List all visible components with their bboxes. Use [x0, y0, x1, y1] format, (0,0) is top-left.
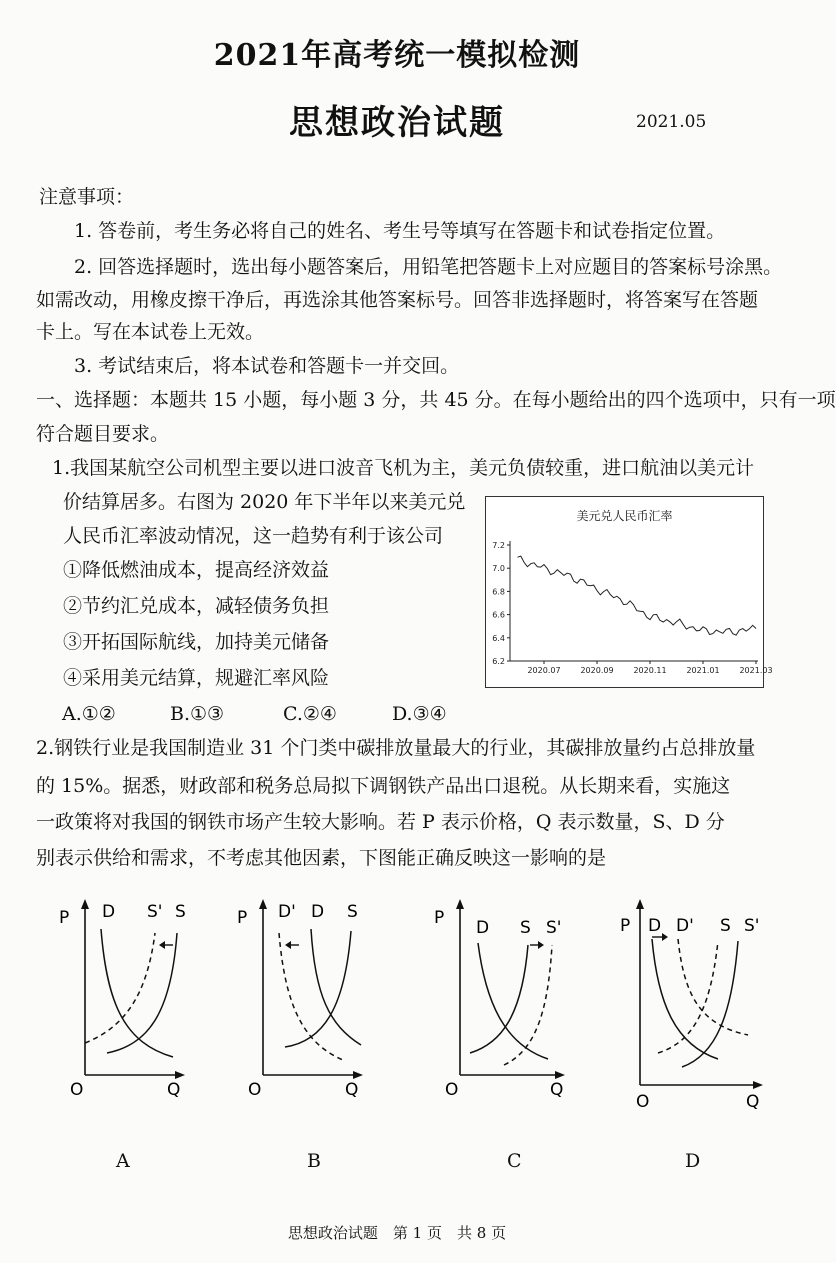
supply-shift-curve: [85, 933, 155, 1043]
curve-d-prime-label: D': [278, 902, 296, 922]
q1-stem-2: 价结算居多。右图为 2020 年下半年以来美元兑: [63, 491, 466, 513]
demand-curve: [311, 929, 361, 1045]
page-footer: 思想政治试题 第 1 页 共 8 页: [287, 1224, 507, 1242]
q1-stem: 1.我国某航空公司机型主要以进口波音飞机为主，美元负债较重，进口航油以美元计: [52, 457, 755, 479]
q1-option-b: B.①③: [170, 703, 225, 725]
supply-curve: [285, 931, 351, 1047]
notice-item-2-cont2: 卡上。写在本试卷上无效。: [36, 321, 265, 343]
subject-title: 思想政治试题: [289, 103, 505, 143]
origin-label: O: [445, 1080, 459, 1100]
q2-stem: 2.钢铁行业是我国制造业 31 个门类中碳排放量最大的行业，其碳排放量约占总排放量: [36, 737, 756, 759]
axis-q-label: Q: [550, 1080, 564, 1100]
supply-curve: [470, 945, 528, 1053]
origin-label: O: [248, 1080, 262, 1100]
y-tick-label: 7.2: [492, 541, 505, 550]
q1-statement-2: ②节约汇兑成本，减轻债务负担: [63, 595, 330, 617]
diagram-b-label: B: [307, 1150, 321, 1172]
exam-date: 2021.05: [636, 112, 707, 132]
section-heading-cont: 符合题目要求。: [36, 423, 170, 445]
supply-curve: [682, 941, 738, 1067]
origin-label: O: [636, 1092, 650, 1112]
diagram-b: [233, 895, 363, 1100]
demand-curve: [652, 939, 718, 1059]
curve-d-label: D: [102, 902, 116, 922]
curve-s-label: S: [347, 902, 358, 922]
q1-option-d: D.③④: [392, 703, 447, 725]
notice-heading: 注意事项：: [39, 186, 135, 208]
supply-curve: [107, 933, 177, 1053]
q1-stem-3: 人民币汇率波动情况，这一趋势有利于该公司: [63, 525, 444, 547]
axis-p-label: P: [434, 908, 445, 928]
axis-p-label: P: [620, 916, 631, 936]
diagram-a-label: A: [116, 1150, 130, 1172]
diagram-c: [430, 895, 570, 1100]
q1-statement-1: ①降低燃油成本，提高经济效益: [63, 559, 330, 581]
q1-option-c: C.②④: [283, 703, 337, 725]
axis-p-label: P: [59, 908, 70, 928]
y-tick-label: 6.2: [492, 657, 505, 666]
section-heading: 一、选择题：本题共 15 小题，每小题 3 分，共 45 分。在每小题给出的四个选项中，只有一项: [36, 389, 836, 411]
diagram-c-label: C: [507, 1150, 522, 1172]
y-tick-label: 7.0: [492, 564, 505, 574]
chart-title: 美元兑人民币汇率: [576, 509, 673, 523]
axis-p-label: P: [237, 908, 248, 928]
curve-s-label: S: [520, 918, 531, 938]
curve-d-label: D: [311, 902, 325, 922]
supply-shift-curve: [504, 945, 552, 1065]
exam-title: 2021年高考统一模拟检测: [213, 38, 581, 73]
axis-q-label: Q: [746, 1092, 760, 1112]
curve-d-label: D: [648, 916, 662, 936]
q1-statement-4: ④采用美元结算，规避汇率风险: [63, 667, 330, 689]
q2-stem-2: 的 15%。据悉，财政部和税务总局拟下调钢铁产品出口退税。从长期来看，实施这: [36, 775, 731, 797]
notice-item-1: 1. 答卷前，考生务必将自己的姓名、考生号等填写在答题卡和试卷指定位置。: [74, 220, 726, 242]
exchange-rate-chart: [485, 496, 773, 688]
curve-s-label: S: [720, 916, 731, 936]
x-tick-label: 2020.11: [633, 666, 667, 675]
diagram-d-label: D: [685, 1150, 701, 1172]
curve-s-prime-label: S': [147, 902, 163, 922]
diagram-d: [618, 895, 768, 1115]
x-tick-label: 2020.09: [580, 666, 614, 675]
origin-label: O: [70, 1080, 84, 1100]
q1-statement-3: ③开拓国际航线，加持美元储备: [63, 631, 330, 653]
demand-shift-curve: [279, 933, 343, 1060]
x-tick-label: 2020.07: [527, 666, 561, 675]
diagram-a: [55, 895, 186, 1100]
q2-stem-4: 别表示供给和需求，不考虑其他因素，下图能正确反映这一影响的是: [36, 847, 607, 869]
y-tick-label: 6.6: [492, 610, 505, 620]
y-tick-label: 6.8: [492, 587, 505, 597]
x-tick-label: 2021.01: [686, 666, 720, 675]
notice-item-3: 3. 考试结束后，将本试卷和答题卡一并交回。: [74, 355, 460, 377]
notice-item-2-cont: 如需改动，用橡皮擦干净后，再选涂其他答案标号。回答非选择题时，将答案写在答题: [36, 289, 759, 311]
y-tick-label: 6.4: [492, 633, 505, 643]
axis-q-label: Q: [345, 1080, 359, 1100]
demand-curve: [101, 929, 173, 1057]
q1-option-a: A.①②: [62, 703, 116, 725]
x-tick-label: 2021.03: [739, 666, 773, 675]
series-line: [518, 556, 757, 635]
q2-stem-3: 一政策将对我国的钢铁市场产生较大影响。若 P 表示价格，Q 表示数量，S、D 分: [36, 811, 725, 833]
notice-item-2: 2. 回答选择题时，选出每小题答案后，用铅笔把答题卡上对应题目的答案标号涂黑。: [74, 256, 783, 278]
curve-d-label: D: [476, 918, 490, 938]
curve-s-prime-label: S': [744, 916, 760, 936]
supply-shift-curve: [658, 941, 718, 1053]
curve-s-label: S: [175, 902, 186, 922]
demand-curve: [478, 943, 548, 1059]
curve-s-prime-label: S': [546, 918, 562, 938]
chart-plot: [486, 497, 773, 687]
curve-d-prime-label: D': [676, 916, 694, 936]
axis-q-label: Q: [167, 1080, 181, 1100]
